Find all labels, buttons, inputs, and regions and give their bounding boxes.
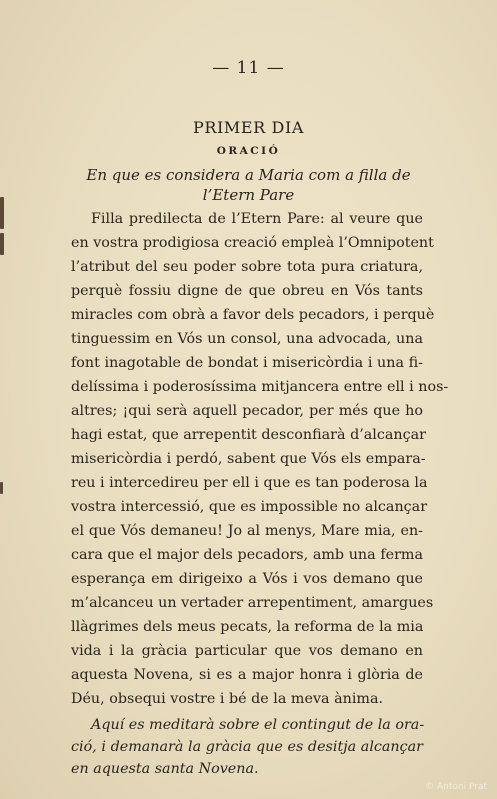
body-line: misericòrdia i perdó, sabent que Vós els empara-: [71, 451, 426, 467]
body-line: Déu, obsequi vostre i bé de la meva ànima.: [71, 691, 384, 707]
body-line: aquesta Novena, si es a major honra i glòria de: [71, 667, 423, 683]
body-line: font inagotable de bondat i misericòrdia i una fi-: [71, 355, 423, 371]
body-line: el que Vós demaneu! Jo al menys, Mare mia, en-: [71, 523, 423, 539]
section-title: PRIMER DIA: [192, 118, 305, 137]
section-subtitle: ORACIÓ: [216, 145, 281, 157]
closing-line: en aquesta santa Novena.: [71, 761, 259, 777]
closing-line: ció, i demanarà la gràcia que es desitja alcançar: [71, 739, 423, 755]
body-line: m’alcanceu un vertader arrepentiment, amargues: [71, 595, 434, 611]
body-line: tinguessim en Vós un consol, una advocada, una: [71, 331, 423, 347]
body-line: miracles com obrà a favor dels pecadors, i perquè: [71, 307, 435, 323]
prayer-heading-line: En que es considera a Maria com a filla de: [86, 166, 411, 184]
body-line: vostra intercessió, que es impossible no alcançar: [71, 499, 428, 515]
body-line: perquè fossiu digne de que obreu en Vós tants: [71, 283, 423, 299]
copyright-watermark: © Antoni Prat: [425, 782, 487, 792]
body-line: l’atribut del seu poder sobre tota pura criatura,: [71, 259, 423, 275]
prayer-heading-line: l’Etern Pare: [202, 186, 295, 204]
body-line: vida i la gràcia particular que vos demano en: [71, 643, 423, 659]
body-line: llàgrimes dels meus pecats, la reforma de la mia: [71, 619, 424, 635]
body-line: esperança em dirigeixo a Vós i vos demano que: [71, 571, 423, 587]
body-line: en vostra prodigiosa creació empleà l’Omnipotent: [71, 235, 434, 251]
body-line: altres; ¡qui serà aquell pecador, per més que ho: [71, 403, 423, 419]
page-number: — 11 —: [212, 58, 285, 78]
body-line: reu i intercedireu per ell i que es tan poderosa la: [71, 475, 428, 491]
body-line: hagi estat, que arrepentit desconfiarà d’alcançar: [71, 427, 426, 443]
body-line: Filla predilecta de l’Etern Pare: al veure que: [91, 211, 423, 227]
body-line: cara que el major dels pecadors, amb una ferma: [71, 547, 423, 563]
body-line: delíssima i poderosíssima mitjancera entre ell i nos-: [71, 379, 449, 395]
closing-line: Aquí es meditarà sobre el contingut de la ora-: [91, 717, 425, 733]
binding-mark: [0, 233, 4, 255]
binding-mark: [0, 482, 3, 494]
